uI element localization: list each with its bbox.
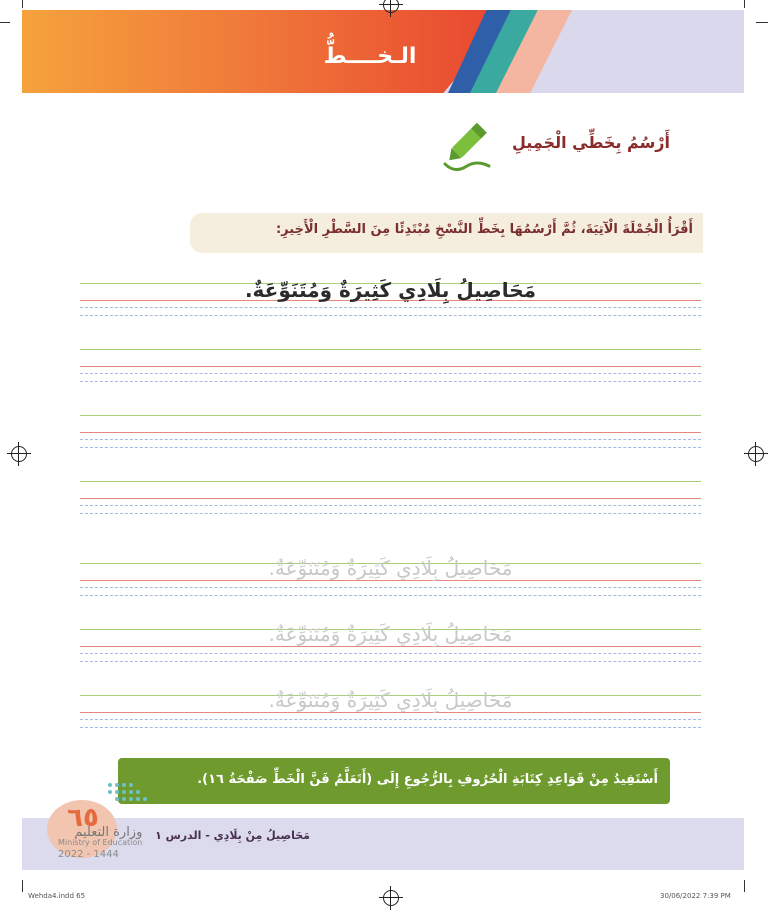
crop-mark	[22, 0, 23, 8]
academic-year: 2022 - 1444	[58, 849, 119, 860]
crop-mark	[744, 0, 745, 8]
guide-dashed-line	[80, 587, 701, 588]
baseline	[80, 498, 701, 499]
crop-mark	[756, 22, 768, 23]
baseline	[80, 366, 701, 367]
registration-mark-right	[748, 446, 764, 462]
guide-dashed-line	[80, 595, 701, 596]
baseline	[80, 432, 701, 433]
guide-line	[80, 415, 701, 416]
trace-sentence: مَحَاصِيلُ بِلَادِي كَثِيرَةٌ وَمُتَنَوِّعَةٌ.	[268, 622, 513, 646]
model-sentence: مَحَاصِيلُ بِلَادِي كَثِيرَةٌ وَمُتَنَوِّعَةٌ.	[244, 278, 537, 302]
guide-dashed-line	[80, 653, 701, 654]
lesson-label: مَحَاصِيلُ مِنْ بِلَادِي - الدرس ١	[155, 829, 310, 842]
banner-title: الـخــــطُّ	[323, 44, 417, 69]
trace-sentence: مَحَاصِيلُ بِلَادِي كَثِيرَةٌ وَمُتَنَوِّعَةٌ.	[268, 556, 513, 580]
guide-line	[80, 349, 701, 350]
guide-dashed-line	[80, 373, 701, 374]
guide-dashed-line	[80, 447, 701, 448]
guide-dashed-line	[80, 439, 701, 440]
print-slug-date: 30/06/2022 7:39 PM	[660, 892, 731, 900]
crop-mark	[22, 880, 23, 892]
guide-dashed-line	[80, 505, 701, 506]
guide-line	[80, 481, 701, 482]
trace-sentence: مَحَاصِيلُ بِلَادِي كَثِيرَةٌ وَمُتَنَوِّعَةٌ.	[268, 688, 513, 712]
guide-dashed-line	[80, 513, 701, 514]
guide-dashed-line	[80, 661, 701, 662]
guide-dashed-line	[80, 719, 701, 720]
crop-mark	[744, 880, 745, 892]
baseline	[80, 646, 701, 647]
ministry-name-arabic: وزارة التعليم	[74, 825, 143, 840]
guide-dashed-line	[80, 307, 701, 308]
guide-dashed-line	[80, 727, 701, 728]
section-heading: أَرْسُمُ بِخَطِّي الْجَمِيلِ	[512, 133, 670, 152]
guide-dashed-line	[80, 381, 701, 382]
baseline	[80, 712, 701, 713]
guide-dashed-line	[80, 315, 701, 316]
registration-mark-bottom	[383, 890, 399, 906]
instruction-text: أَقْرَأُ الْجُمْلَةَ الْآتِيَةَ، ثُمَّ أَرْسُمُهَا بِخَطِّ النَّسْخِ مُبْتَدِئًا مِنَ السَّطْرِ الْأَخِيرِ:	[275, 222, 693, 237]
baseline	[80, 580, 701, 581]
pen-icon	[437, 116, 497, 176]
tip-text: أَسْتَفِيدُ مِنْ قَوَاعِدِ كِتَابَةِ الْحُرُوفِ بِالرُّجُوعِ إِلَى (أَتَعَلَّمُ فَنَّ الْخَطِّ صَفْحَةُ ١٦).	[197, 772, 658, 787]
ministry-name-english: Ministry of Education	[58, 838, 143, 847]
crop-mark	[0, 22, 10, 23]
ministry-logo	[58, 825, 142, 860]
print-slug-file: Wehda4.indd 65	[28, 892, 86, 900]
registration-mark-left	[11, 446, 27, 462]
page-number: ٦٥	[67, 803, 99, 833]
